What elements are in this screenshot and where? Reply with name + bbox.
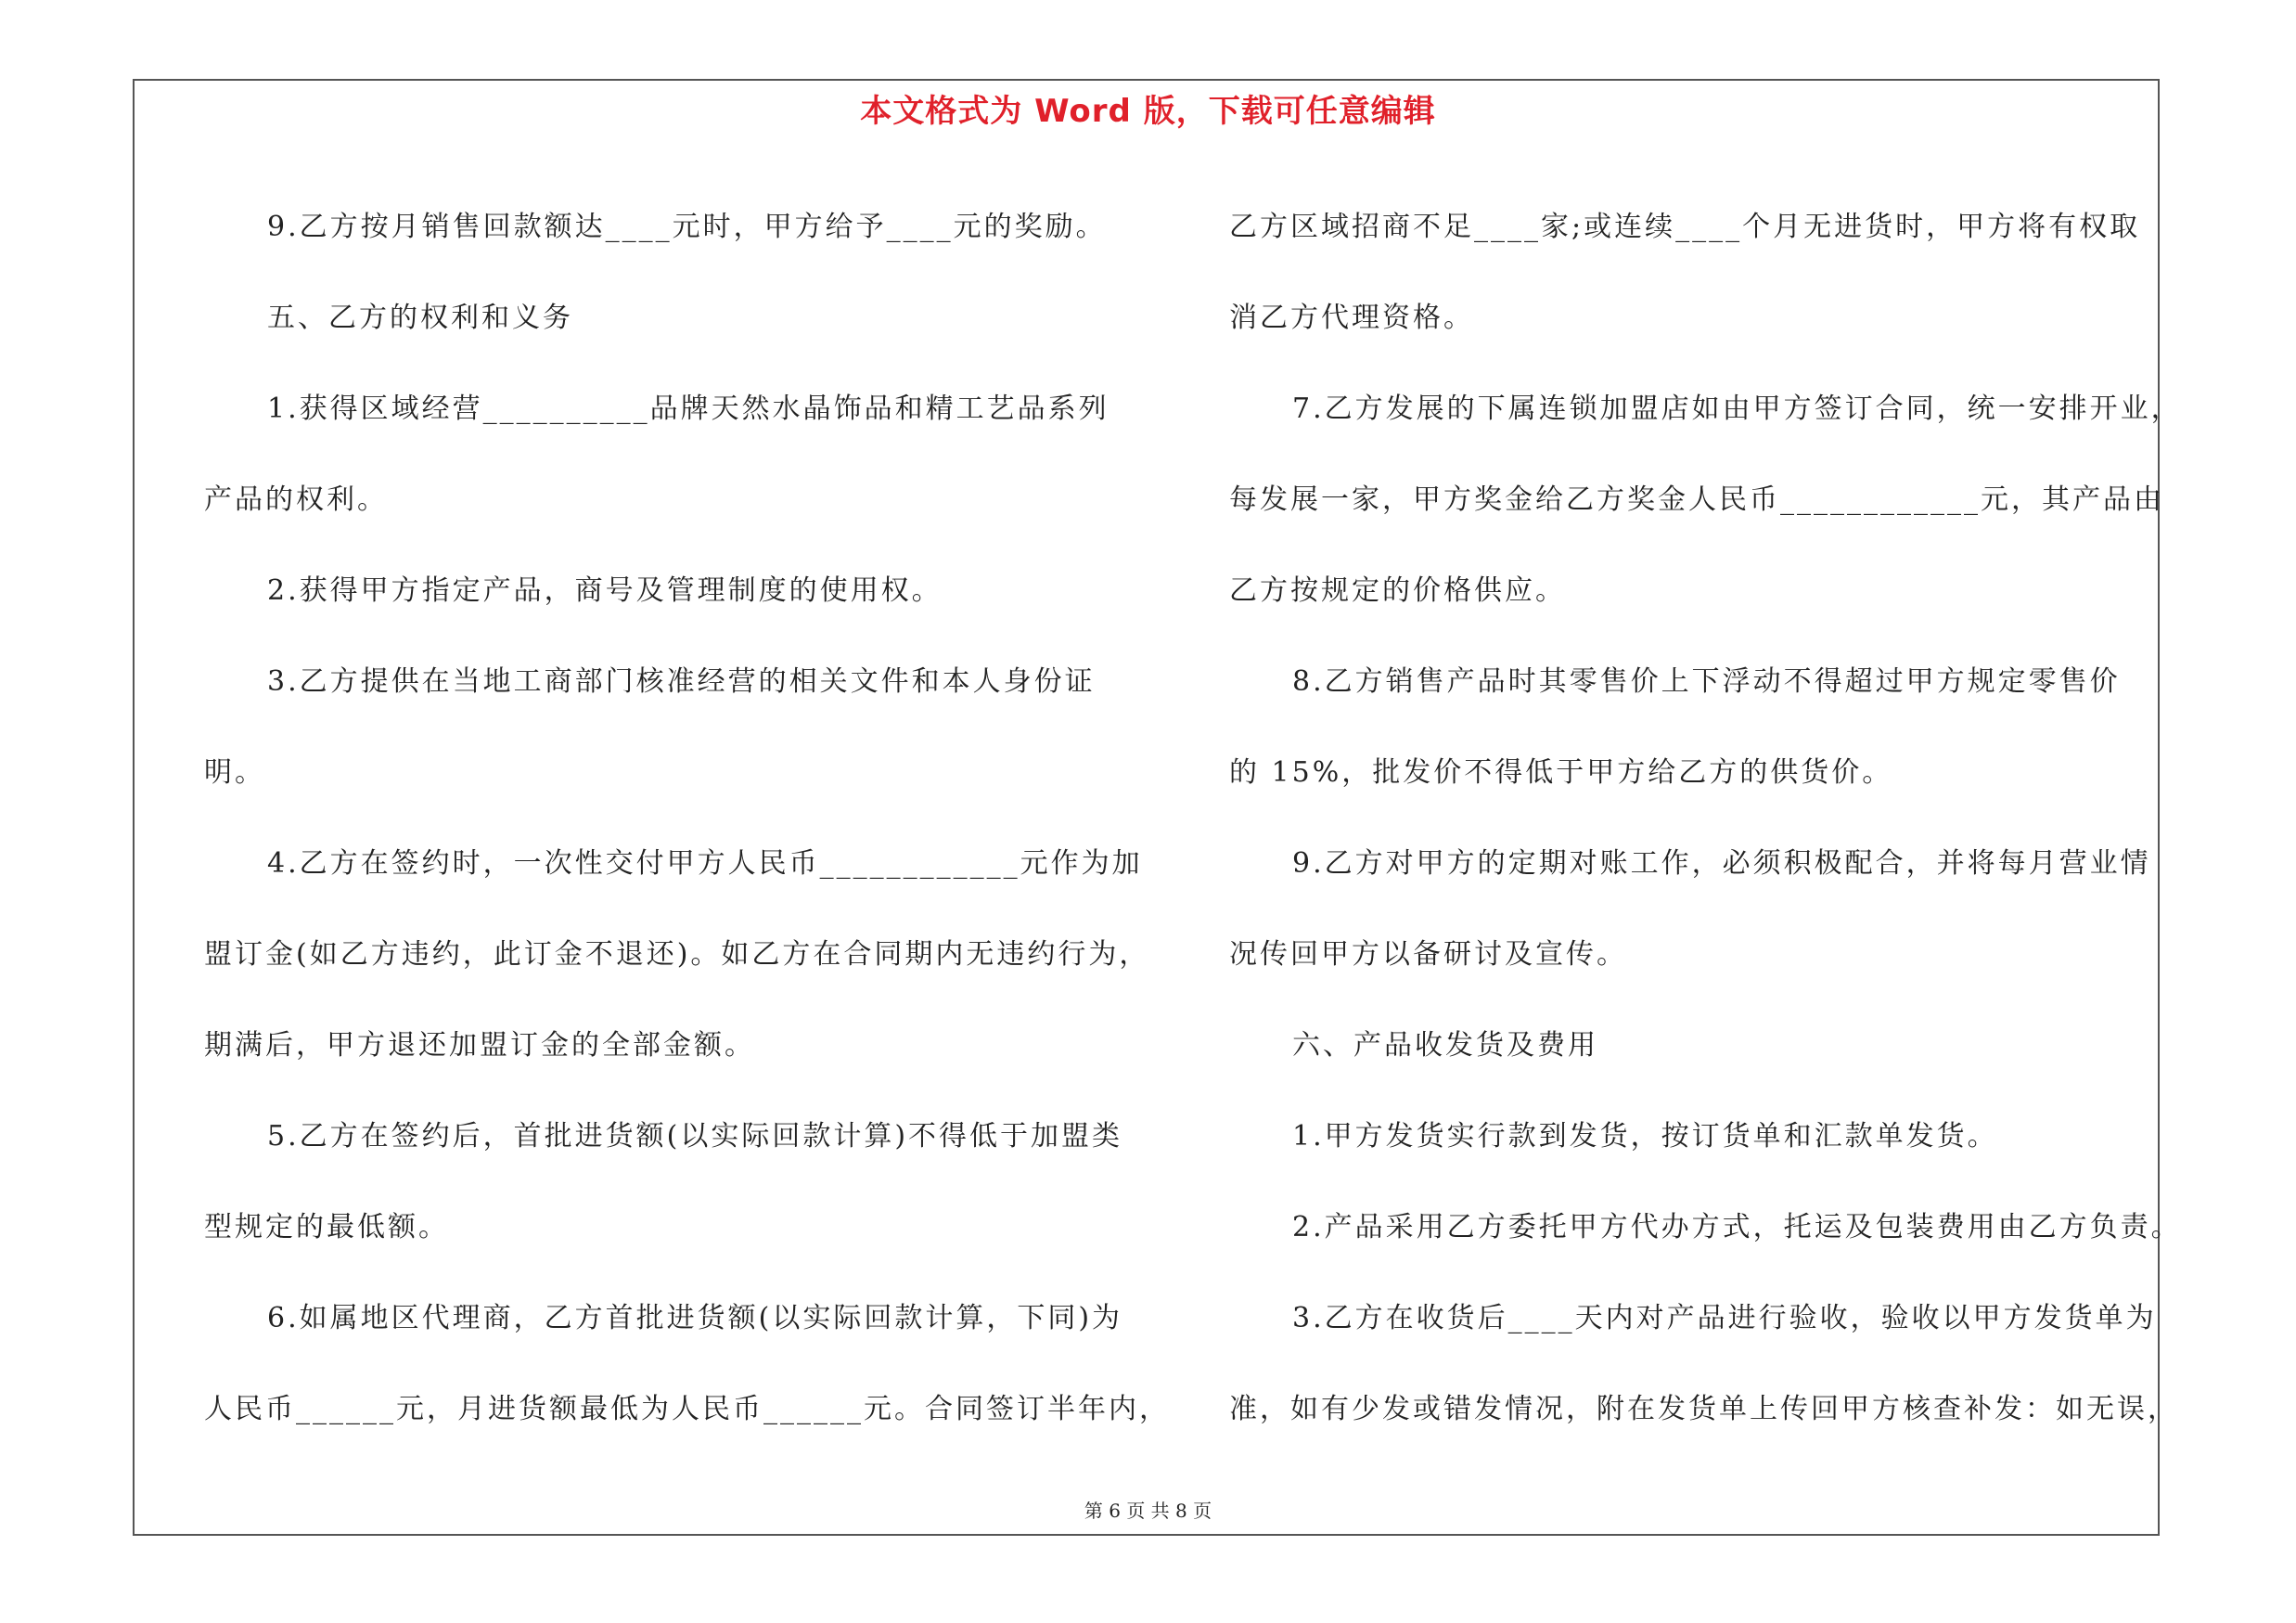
page-number-footer: 第 6 页 共 8 页 — [1084, 1500, 1212, 1522]
text-line: 9.乙方按月销售回款额达____元时，甲方给予____元的奖励。 — [267, 211, 1107, 243]
left-text-column — [204, 182, 1170, 1455]
text-line: 型规定的最低额。 — [204, 1211, 449, 1243]
text-line: 人民币______元，月进货额最低为人民币______元。合同签订半年内， — [204, 1393, 1170, 1425]
text-line: 7.乙方发展的下属连锁加盟店如由甲方签订合同，统一安排开业， — [1292, 393, 2182, 425]
text-line: 4.乙方在签约时，一次性交付甲方人民币____________元作为加 — [267, 847, 1143, 880]
text-line: 期满后，甲方退还加盟订金的全部金额。 — [204, 1029, 755, 1062]
text-line: 3.乙方在收货后____天内对产品进行验收，验收以甲方发货单为 — [1292, 1302, 2157, 1334]
text-line: 盟订金(如乙方违约，此订金不退还)。如乙方在合同期内无违约行为， — [204, 938, 1150, 971]
text-line: 乙方区域招商不足____家;或连续____个月无进货时，甲方将有权取 — [1229, 211, 2141, 243]
text-line: 2.产品采用乙方委托甲方代办方式，托运及包装费用由乙方负责。 — [1292, 1211, 2182, 1243]
right-text-column — [1229, 182, 2182, 1455]
text-line: 乙方按规定的价格供应。 — [1229, 574, 1566, 607]
text-line: 准，如有少发或错发情况，附在发货单上传回甲方核查补发：如无误， — [1229, 1393, 2178, 1425]
text-line: 1.甲方发货实行款到发货，按订货单和汇款单发货。 — [1292, 1120, 1998, 1153]
text-line: 产品的权利。 — [204, 483, 388, 516]
document-banner: 本文格式为 Word 版，下载可任意编辑 — [860, 93, 1436, 130]
text-line: 六、产品收发货及费用 — [1292, 1029, 1598, 1062]
text-line: 消乙方代理资格。 — [1229, 302, 1474, 334]
text-line: 3.乙方提供在当地工商部门核准经营的相关文件和本人身份证 — [267, 665, 1096, 698]
text-line: 9.乙方对甲方的定期对账工作，必须积极配合，并将每月营业情 — [1292, 847, 2151, 880]
text-line: 明。 — [204, 756, 265, 789]
text-line: 每发展一家，甲方奖金给乙方奖金人民币____________元，其产品由 — [1229, 483, 2164, 516]
text-line: 五、乙方的权利和义务 — [267, 302, 573, 334]
text-line: 况传回甲方以备研讨及宣传。 — [1229, 938, 1627, 971]
text-line: 6.如属地区代理商，乙方首批进货额(以实际回款计算，下同)为 — [267, 1302, 1123, 1334]
text-line: 8.乙方销售产品时其零售价上下浮动不得超过甲方规定零售价 — [1292, 665, 2121, 698]
text-line: 1.获得区域经营__________品牌天然水晶饰品和精工艺品系列 — [267, 393, 1110, 425]
text-line: 5.乙方在签约后，首批进货额(以实际回款计算)不得低于加盟类 — [267, 1120, 1123, 1153]
text-line: 2.获得甲方指定产品，商号及管理制度的使用权。 — [267, 574, 943, 607]
text-line: 的 15%，批发价不得低于甲方给乙方的供货价。 — [1229, 756, 1893, 789]
